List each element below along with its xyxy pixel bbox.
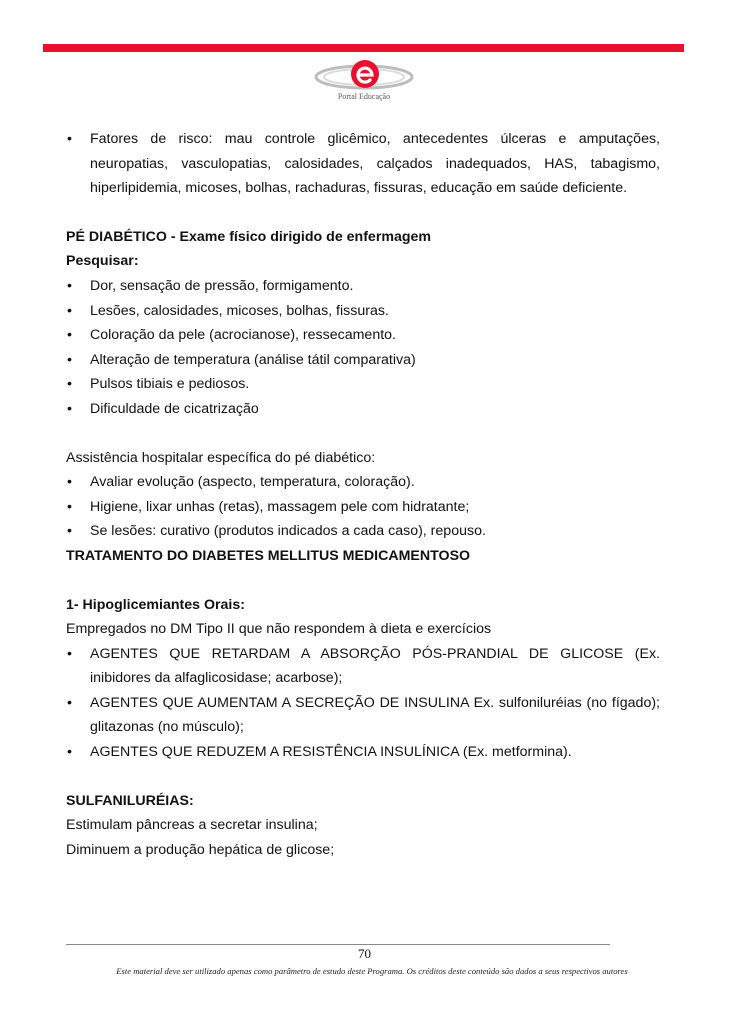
care-list bbox=[66, 470, 660, 544]
list-item: • Alteração de temperatura (análise tátil comparativa) bbox=[66, 348, 660, 373]
logo-text: Portal Educação bbox=[337, 92, 391, 101]
section-subtitle-hipoglicemiantes: 1- Hipoglicemiantes Orais: bbox=[66, 596, 245, 613]
spacer bbox=[66, 569, 660, 593]
list-item: • Fatores de risco: mau controle glicêmico, antecedentes úlceras e amputações, neuropatias, vasculopatias, calosidades, calçados inadequados, HAS, tabagismo, hiperlipidemia, micoses, bolhas, rachaduras, fissuras, educação em saúde deficiente. bbox=[66, 127, 660, 201]
care-intro: Assistência hospitalar específica do pé diabético: bbox=[66, 449, 376, 466]
list-item: • Lesões, calosidades, micoses, bolhas, fissuras. bbox=[66, 299, 660, 324]
list-item: • Coloração da pele (acrocianose), ressecamento. bbox=[66, 323, 660, 348]
header-red-bar bbox=[43, 44, 684, 52]
exam-list bbox=[66, 274, 660, 422]
spacer bbox=[66, 422, 660, 446]
risk-factors-list bbox=[66, 127, 660, 201]
list-item: • Se lesões: curativo (produtos indicados a cada caso), repouso. bbox=[66, 519, 660, 544]
treatment-intro: Empregados no DM Tipo II que não respondem à dieta e exercícios bbox=[66, 621, 492, 638]
sulf-line: Diminuem a produção hepática de glicose; bbox=[66, 841, 335, 858]
list-item: • AGENTES QUE AUMENTAM A SECREÇÃO DE INSULINA Ex. sulfoniluréias (no fígado); glitazonas (no músculo); bbox=[66, 691, 660, 740]
list-item: • AGENTES QUE REDUZEM A RESISTÊNCIA INSULÍNICA (Ex. metformina). bbox=[66, 740, 660, 765]
section-title-exam: PÉ DIABÉTICO - Exame físico dirigido de enfermagem bbox=[66, 228, 432, 245]
document-body bbox=[66, 127, 660, 862]
sulf-line: Estimulam pâncreas a secretar insulina; bbox=[66, 817, 318, 834]
spacer bbox=[66, 765, 660, 789]
section-title-treatment: TRATAMENTO DO DIABETES MELLITUS MEDICAMENTOSO bbox=[66, 547, 471, 564]
page-number: 70 bbox=[358, 946, 371, 961]
section-title-sulfaniluréias: SULFANILURÉIAS: bbox=[66, 792, 194, 809]
footer-note: Este material deve ser utilizado apenas como parâmetro de estudo deste Programa. Os créditos deste conteúdo são dados a seus respectivos autores bbox=[116, 966, 628, 976]
logo-swoosh-icon bbox=[308, 58, 420, 94]
footer-divider bbox=[66, 944, 610, 945]
list-item: • AGENTES QUE RETARDAM A ABSORÇÃO PÓS-PRANDIAL DE GLICOSE (Ex. inibidores da alfaglicosidase; acarbose); bbox=[66, 642, 660, 691]
list-item: • Dificuldade de cicatrização bbox=[66, 397, 660, 422]
list-item: • Pulsos tibiais e pediosos. bbox=[66, 372, 660, 397]
portal-educacao-logo bbox=[308, 58, 420, 108]
list-item: • Avaliar evolução (aspecto, temperatura, coloração). bbox=[66, 470, 660, 495]
list-item: • Higiene, lixar unhas (retas), massagem pele com hidratante; bbox=[66, 495, 660, 520]
treatment-list bbox=[66, 642, 660, 765]
spacer bbox=[66, 201, 660, 225]
section-subtitle-pesquisar: Pesquisar: bbox=[66, 253, 139, 270]
list-item: • Dor, sensação de pressão, formigamento. bbox=[66, 274, 660, 299]
